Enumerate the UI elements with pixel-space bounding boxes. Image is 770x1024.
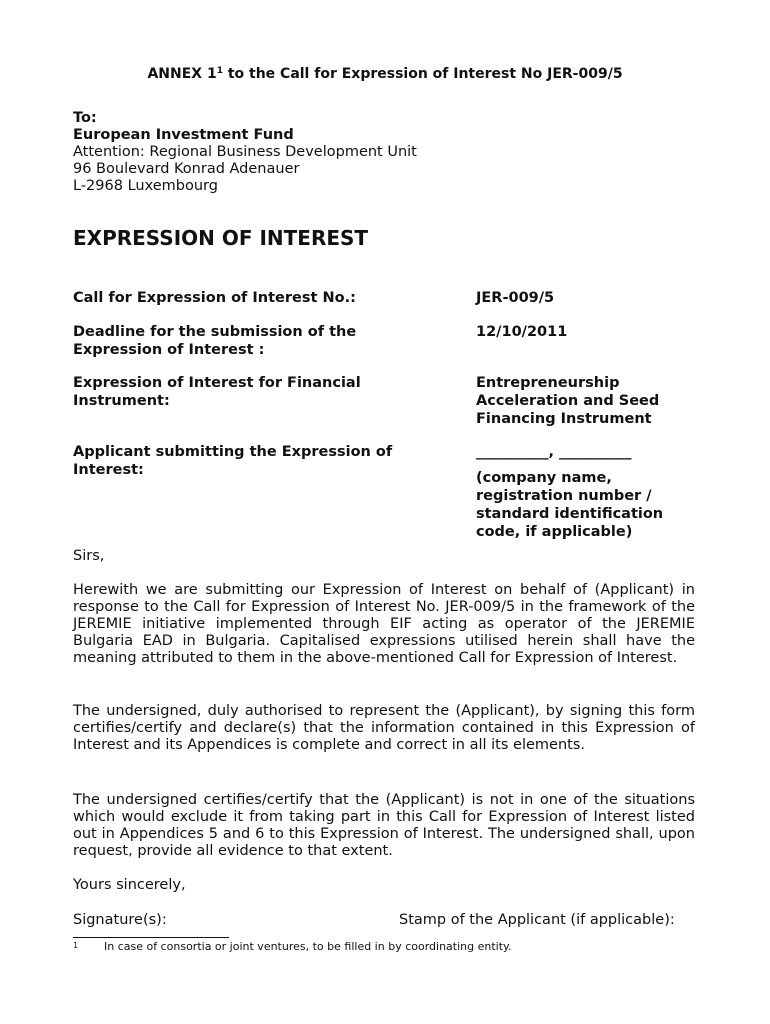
closing: Yours sincerely, (73, 877, 186, 893)
field-value-line: Acceleration and Seed (476, 393, 660, 409)
field-value-line: 12/10/2011 (476, 324, 568, 340)
body-paragraph-2: The undersigned, duly authorised to represent the (Applicant), by signing this form certifies/certify and declare(s) that the information contained in this Expression of Interest and its Appendices is complete and correct in all its elements. (73, 703, 695, 753)
field-value-call-no (476, 289, 706, 307)
address-street: 96 Boulevard Konrad Adenauer (73, 161, 300, 177)
field-label-instrument (73, 374, 433, 410)
footnote-text: In case of consortia or joint ventures, to be filled in by coordinating entity. (104, 940, 512, 953)
annex-title-prefix: ANNEX 1 (147, 66, 217, 82)
footnote-divider (73, 937, 229, 938)
stamp-label: Stamp of the Applicant (if applicable): (399, 912, 675, 928)
field-value-line: Entrepreneurship (476, 375, 620, 391)
field-value-line: code, if applicable) (476, 524, 633, 540)
field-label-line: Interest: (73, 462, 144, 478)
applicant-blank-line: __________, __________ (476, 444, 632, 460)
field-value-line: Financing Instrument (476, 411, 652, 427)
field-value-applicant (476, 443, 706, 541)
field-value-line: standard identification (476, 506, 664, 522)
field-label-line: Call for Expression of Interest No.: (73, 290, 356, 306)
document-heading: EXPRESSION OF INTEREST (73, 226, 369, 250)
field-label-line: Expression of Interest : (73, 342, 265, 358)
field-value-line: registration number / (476, 488, 652, 504)
field-label-applicant (73, 443, 433, 479)
address-attention: Attention: Regional Business Development Unit (73, 144, 417, 160)
address-org: European Investment Fund (73, 127, 294, 143)
field-label-line: Instrument: (73, 393, 170, 409)
annex-title-suffix: to the Call for Expression of Interest No JER-009/5 (222, 66, 623, 82)
field-label-line: Deadline for the submission of the (73, 324, 357, 340)
field-value-instrument (476, 374, 706, 428)
address-city: L-2968 Luxembourg (73, 178, 218, 194)
recipient-address (73, 110, 417, 195)
field-label-line: Expression of Interest for Financial (73, 375, 361, 391)
field-label-deadline (73, 323, 433, 359)
body-paragraph-1: Herewith we are submitting our Expression of Interest on behalf of (Applicant) in response to the Call for Expression of Interest No. JER-009/5 in the framework of the JEREMIE initiative implemented through EIF acting as operator of the JEREMIE Bulgaria EAD in Bulgaria. Capitalised expressions utilised herein shall have the meaning attributed to them in the above-mentioned Call for Expression of Interest. (73, 582, 695, 666)
footnote-mark: 1 (73, 941, 79, 950)
salutation: Sirs, (73, 548, 105, 564)
signature-label: Signature(s): (73, 912, 167, 928)
body-paragraph-3: The undersigned certifies/certify that the (Applicant) is not in one of the situations which would exclude it from taking part in this Call for Expression of Interest listed out in Appendices 5 and 6 to this Expression of Interest. The undersigned shall, upon request, provide all evidence to that extent. (73, 792, 695, 859)
field-label-line: Applicant submitting the Expression of (73, 444, 393, 460)
field-label-call-no (73, 289, 433, 307)
field-value-line: (company name, (476, 470, 612, 486)
annex-footnote-mark: 1 (216, 66, 223, 76)
address-to-label: To: (73, 110, 97, 126)
annex-title (0, 66, 770, 83)
field-value-deadline (476, 323, 706, 341)
field-value-line: JER-009/5 (476, 290, 555, 306)
